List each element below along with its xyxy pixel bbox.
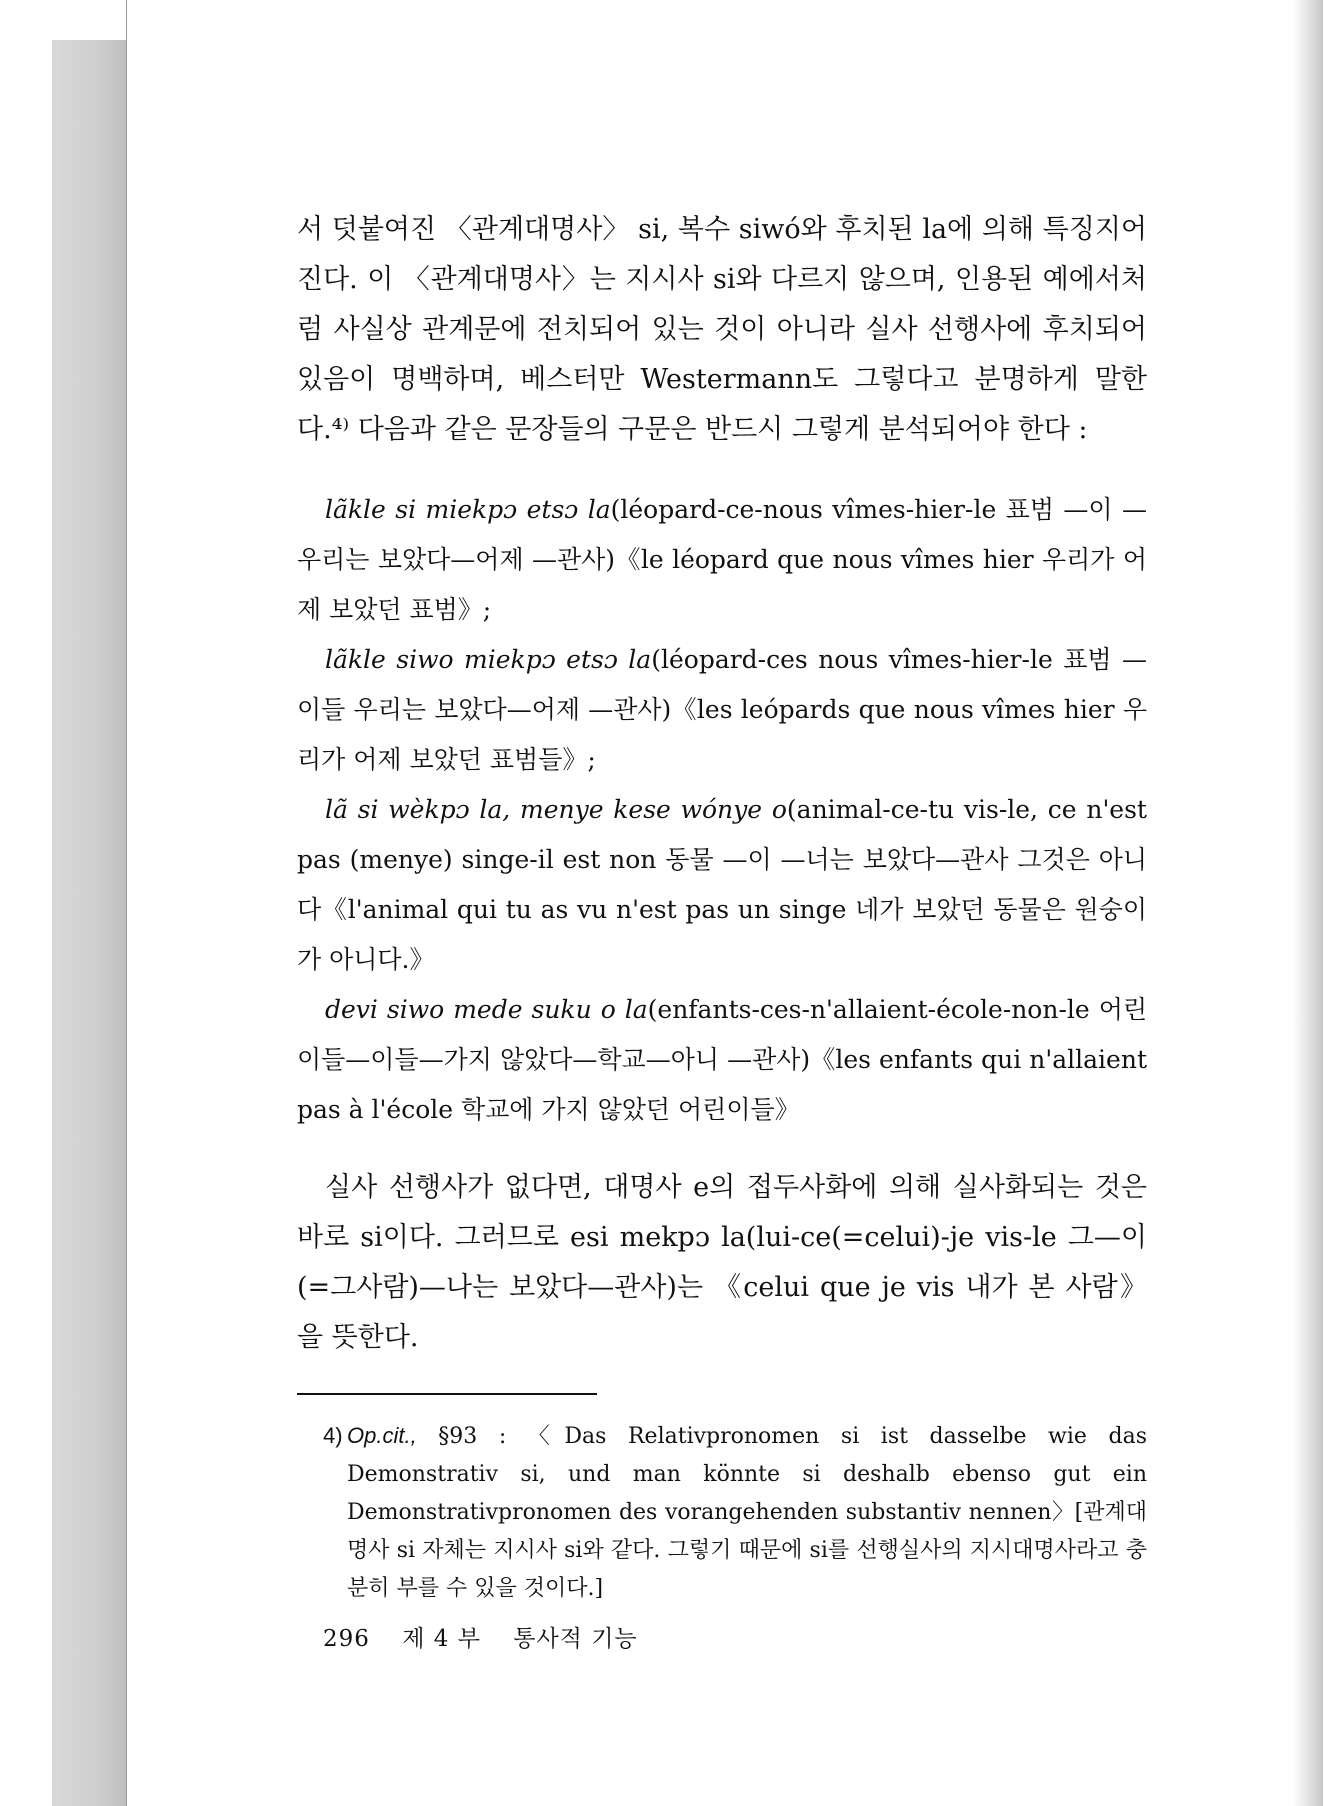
footnote-text: §93 : 〈Das Relativpronomen si ist dasselbe wie das Demonstrativ si, und man könnte si deshalb ebenso gut ein Demonstrativpronomen des vorangehenden substantiv nennen〉[관계대명사 si 자체는 지시사 si와 같다. 그렇기 때문에 si를 선행실사의 지시대명사라고 충분히 부를 수 있을 것이다.] xyxy=(347,1424,1147,1601)
page-footer xyxy=(323,1620,662,1653)
example-item xyxy=(297,785,1147,985)
page-edge-shadow xyxy=(1293,0,1323,1806)
footnote xyxy=(297,1417,1147,1608)
example-source: lãkle siwo miekpɔ etsɔ la xyxy=(325,645,652,674)
footnote-divider xyxy=(297,1393,597,1395)
example-gloss: (enfants-ces-n'allaient-école-non-le 어린이들—이들—가지 않았다—학교—아니 —관사)《les enfants qui n'allaient pas à l'école 학교에 가지 않았던 어린이들》 xyxy=(297,995,1148,1124)
example-list xyxy=(297,485,1147,1135)
example-item xyxy=(297,635,1147,785)
section-label: 통사적 기능 xyxy=(513,1626,638,1652)
book-spine xyxy=(52,0,127,1806)
example-gloss: (léopard-ce-nous vîmes-hier-le 표범 —이 —우리는 보았다—어제 —관사)《le léopard que nous vîmes hier 우리가 어제 보았던 표범》; xyxy=(297,495,1147,624)
footnote-reference: Op.cit., xyxy=(347,1423,417,1448)
paragraph-1: 서 덧붙여진 〈관계대명사〉 si, 복수 siwó와 후치된 la에 의해 특징지어진다. 이 〈관계대명사〉는 지시사 si와 다르지 않으며, 인용된 예에서처럼 사실상 관계문에 전치되어 있는 것이 아니라 실사 선행사에 후치되어 있음이 명백하며, 베스터만 Westermann도 그렇다고 분명하게 말한다.⁴⁾ 다음과 같은 문장들의 구문은 반드시 그렇게 분석되어야 한다 : xyxy=(297,214,1147,445)
footnote-number: 4) xyxy=(323,1423,343,1448)
example-source: lã si wèkpɔ la, menye kese wónye o xyxy=(325,795,787,824)
example-source: lãkle si miekpɔ etsɔ la xyxy=(325,495,611,524)
example-gloss: (animal-ce-tu vis-le, ce n'est pas (menye) singe-il est non 동물 —이 —너는 보았다—관사 그것은 아니다《l'animal qui tu as vu n'est pas un singe 네가 보았던 동물은 원숭이가 아니다.》 xyxy=(297,795,1147,974)
example-item xyxy=(297,485,1147,635)
paragraph-2: 실사 선행사가 없다면, 대명사 e의 접두사화에 의해 실사화되는 것은 바로 si이다. 그러므로 esi mekpɔ la(lui-ce(=celui)-je vis-le 그—이(=그사람)—나는 보았다—관사)는 《celui que je vis 내가 본 사람》을 뜻한다. xyxy=(297,1172,1147,1353)
example-source: devi siwo mede suku o la xyxy=(325,995,648,1024)
book-spine-top xyxy=(52,0,127,40)
example-item xyxy=(297,985,1147,1135)
example-gloss: (léopard-ces nous vîmes-hier-le 표범 —이들 우리는 보았다—어제 —관사)《les leópards que nous vîmes hier 우리가 어제 보았던 표범들》; xyxy=(297,645,1147,774)
page-body xyxy=(297,205,1147,1608)
part-label: 제 4 부 xyxy=(402,1626,481,1652)
footnote-body xyxy=(323,1417,1147,1608)
page-number: 296 xyxy=(323,1626,370,1652)
